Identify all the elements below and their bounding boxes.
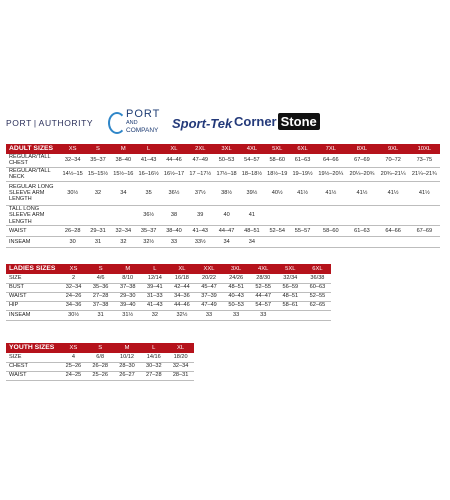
size-cell: 52–54 <box>265 225 290 236</box>
cornerstone-part2: Stone <box>278 113 320 130</box>
size-cell: 27–28 <box>87 292 114 301</box>
size-cell <box>346 236 377 247</box>
brand-logos <box>0 108 450 138</box>
size-cell: 54–57 <box>250 301 277 310</box>
size-cell: 24/26 <box>223 274 250 283</box>
size-header: 4XL <box>250 264 277 274</box>
port-authority-sep: | <box>33 118 37 128</box>
port-authority-logo <box>6 118 93 128</box>
table-title: ADULT SIZES <box>6 144 60 154</box>
adult-size-table <box>6 144 440 248</box>
size-cell: 33 <box>195 310 222 320</box>
row-label: REGULAR LONG SLEEVE ARM LENGTH <box>6 181 60 205</box>
port-authority-right: AUTHORITY <box>38 118 94 128</box>
table-row <box>6 353 194 362</box>
size-cell: 39–40 <box>114 301 141 310</box>
size-cell <box>304 310 331 320</box>
table-row <box>6 301 331 310</box>
size-cell: 20¾–21¼ <box>378 167 409 181</box>
ladies-size-table <box>6 264 331 321</box>
size-cell: 29–30 <box>114 292 141 301</box>
size-cell: 6/8 <box>87 353 114 362</box>
size-cell: 41 <box>239 205 264 225</box>
size-cell: 16½–17 <box>161 167 186 181</box>
size-header: 2XL <box>187 144 214 154</box>
size-cell: 50–53 <box>223 301 250 310</box>
size-cell: 70–72 <box>378 154 409 167</box>
size-header: XS <box>60 144 85 154</box>
size-cell: 38 <box>161 205 186 225</box>
row-label: REGULAR/TALL NECK <box>6 167 60 181</box>
size-cell: 20¼–20¾ <box>346 167 377 181</box>
size-cell: 30–32 <box>140 362 167 371</box>
table-row <box>6 283 331 292</box>
size-cell <box>265 205 290 225</box>
size-cell <box>346 205 377 225</box>
sport-tek-logo: Sport-Tek <box>172 116 233 131</box>
size-header: 6XL <box>304 264 331 274</box>
size-cell: 38–40 <box>111 154 136 167</box>
size-cell: 44–47 <box>214 225 239 236</box>
size-cell: 37½ <box>187 181 214 205</box>
size-cell: 54–57 <box>239 154 264 167</box>
size-header: 5XL <box>277 264 304 274</box>
size-cell <box>378 236 409 247</box>
row-label: SIZE <box>6 274 60 283</box>
size-cell: 38–40 <box>161 225 186 236</box>
size-cell: 39½ <box>239 181 264 205</box>
size-cell: 48–51 <box>277 292 304 301</box>
size-cell: 52–55 <box>304 292 331 301</box>
size-cell: 33 <box>161 236 186 247</box>
size-cell: 62–65 <box>304 301 331 310</box>
size-cell: 31–33 <box>141 292 168 301</box>
size-cell <box>111 205 136 225</box>
size-cell: 32–34 <box>167 362 194 371</box>
size-header: 5XL <box>265 144 290 154</box>
size-cell: 67–69 <box>346 154 377 167</box>
size-cell: 28/30 <box>250 274 277 283</box>
size-header: S <box>87 264 114 274</box>
size-cell: 50–53 <box>214 154 239 167</box>
size-cell: 35–37 <box>85 154 110 167</box>
size-cell: 37–38 <box>87 301 114 310</box>
size-header: S <box>87 343 114 353</box>
size-cell: 52–55 <box>250 283 277 292</box>
row-label: SIZE <box>6 353 60 362</box>
size-header: S <box>85 144 110 154</box>
size-cell: 44–46 <box>168 301 195 310</box>
size-cell: 32–34 <box>60 283 87 292</box>
size-cell: 18½–19 <box>265 167 290 181</box>
size-cell: 33 <box>250 310 277 320</box>
size-cell: 32½ <box>136 236 161 247</box>
size-header: 4XL <box>239 144 264 154</box>
size-cell: 16/18 <box>168 274 195 283</box>
size-cell: 14/16 <box>140 353 167 362</box>
size-cell: 16–16½ <box>136 167 161 181</box>
size-cell <box>315 236 346 247</box>
size-cell: 32–34 <box>111 225 136 236</box>
row-label: TALL LONG SLEEVE ARM LENGTH <box>6 205 60 225</box>
size-cell: 41½ <box>409 181 440 205</box>
size-cell: 10/12 <box>114 353 141 362</box>
table-row <box>6 225 440 236</box>
row-label: WAIST <box>6 292 60 301</box>
size-cell: 58–60 <box>265 154 290 167</box>
port-company-line1: PORT <box>126 108 161 120</box>
size-header: 3XL <box>214 144 239 154</box>
size-cell <box>378 205 409 225</box>
size-cell <box>290 236 315 247</box>
size-header: M <box>114 264 141 274</box>
size-cell: 28–31 <box>167 371 194 380</box>
size-cell: 32/34 <box>277 274 304 283</box>
size-cell: 30½ <box>60 181 85 205</box>
row-label: REGULAR/TALL CHEST <box>6 154 60 167</box>
table-row <box>6 362 194 371</box>
table-row <box>6 167 440 181</box>
size-cell <box>60 205 85 225</box>
size-cell: 2 <box>60 274 87 283</box>
size-cell: 33½ <box>187 236 214 247</box>
size-header: M <box>111 144 136 154</box>
size-header: 8XL <box>346 144 377 154</box>
size-cell: 39 <box>187 205 214 225</box>
size-header: 10XL <box>409 144 440 154</box>
size-cell: 40–43 <box>223 292 250 301</box>
size-cell <box>290 205 315 225</box>
size-cell: 37–38 <box>114 283 141 292</box>
table-row <box>6 371 194 380</box>
size-cell: 41½ <box>378 181 409 205</box>
size-cell: 44–46 <box>161 154 186 167</box>
size-cell: 14½–15 <box>60 167 85 181</box>
size-cell: 41½ <box>290 181 315 205</box>
size-cell: 58–60 <box>315 225 346 236</box>
size-cell: 36/38 <box>304 274 331 283</box>
row-label: WAIST <box>6 371 60 380</box>
size-cell: 61–63 <box>346 225 377 236</box>
size-cell: 37–39 <box>195 292 222 301</box>
size-cell: 64–66 <box>378 225 409 236</box>
port-company-ring-icon <box>108 112 126 134</box>
size-cell: 33 <box>223 310 250 320</box>
row-label: CHEST <box>6 362 60 371</box>
size-cell <box>409 205 440 225</box>
size-cell: 21¼–21¾ <box>409 167 440 181</box>
size-cell: 34 <box>111 181 136 205</box>
size-cell: 31½ <box>114 310 141 320</box>
port-company-logo <box>108 108 170 138</box>
table-row <box>6 310 331 320</box>
size-cell <box>265 236 290 247</box>
size-cell: 35–37 <box>136 225 161 236</box>
size-cell: 31 <box>85 236 110 247</box>
size-cell: 17½–18 <box>214 167 239 181</box>
table-title: LADIES SIZES <box>6 264 60 274</box>
size-header: 3XL <box>223 264 250 274</box>
cornerstone-logo <box>234 114 320 129</box>
size-header: XS <box>60 343 87 353</box>
size-cell: 41½ <box>315 181 346 205</box>
size-cell: 55–57 <box>290 225 315 236</box>
size-cell: 73–75 <box>409 154 440 167</box>
size-cell: 18/20 <box>167 353 194 362</box>
size-cell: 40½ <box>265 181 290 205</box>
size-cell: 32½ <box>168 310 195 320</box>
size-cell: 42–44 <box>168 283 195 292</box>
size-cell: 17 –17½ <box>187 167 214 181</box>
size-cell: 15½–16 <box>111 167 136 181</box>
size-cell: 58–61 <box>277 301 304 310</box>
size-cell: 26–28 <box>60 225 85 236</box>
port-company-line3: COMPANY <box>126 127 159 134</box>
size-cell: 45–47 <box>195 283 222 292</box>
size-cell: 24–25 <box>60 371 87 380</box>
size-cell: 4 <box>60 353 87 362</box>
size-cell <box>409 236 440 247</box>
size-cell: 27–28 <box>140 371 167 380</box>
size-cell: 35 <box>136 181 161 205</box>
size-cell: 61–63 <box>290 154 315 167</box>
size-cell: 12/14 <box>141 274 168 283</box>
port-company-line2: AND <box>126 120 138 126</box>
size-header: XXL <box>195 264 222 274</box>
header-row <box>6 144 440 154</box>
size-header: M <box>114 343 141 353</box>
size-cell: 41½ <box>346 181 377 205</box>
size-header: XS <box>60 264 87 274</box>
size-header: XL <box>167 343 194 353</box>
size-cell: 34 <box>214 236 239 247</box>
size-cell: 48–51 <box>239 225 264 236</box>
cornerstone-part1: Corner <box>234 114 277 129</box>
row-label: HIP <box>6 301 60 310</box>
size-cell: 41–43 <box>136 154 161 167</box>
size-cell: 39–41 <box>141 283 168 292</box>
size-header: L <box>136 144 161 154</box>
size-cell: 47–49 <box>195 301 222 310</box>
size-cell <box>85 205 110 225</box>
size-cell: 30½ <box>60 310 87 320</box>
youth-size-table <box>6 343 194 381</box>
table-row <box>6 274 331 283</box>
size-cell: 38½ <box>214 181 239 205</box>
size-cell: 19–19½ <box>290 167 315 181</box>
size-header: 6XL <box>290 144 315 154</box>
size-header: 7XL <box>315 144 346 154</box>
size-cell: 31 <box>87 310 114 320</box>
port-authority-left: PORT <box>6 118 32 128</box>
size-cell: 19½–20¼ <box>315 167 346 181</box>
size-cell: 48–51 <box>223 283 250 292</box>
size-cell: 36½ <box>136 205 161 225</box>
size-cell: 18–18½ <box>239 167 264 181</box>
row-label: INSEAM <box>6 310 60 320</box>
size-cell: 8/10 <box>114 274 141 283</box>
size-cell <box>315 205 346 225</box>
size-cell: 67–69 <box>409 225 440 236</box>
size-cell: 25–26 <box>60 362 87 371</box>
size-cell: 41–43 <box>187 225 214 236</box>
size-cell: 26–27 <box>114 371 141 380</box>
header-row <box>6 343 194 353</box>
size-cell: 32 <box>85 181 110 205</box>
size-cell: 25–26 <box>87 371 114 380</box>
table-row <box>6 236 440 247</box>
size-cell: 30 <box>60 236 85 247</box>
size-cell: 56–59 <box>277 283 304 292</box>
row-label: WAIST <box>6 225 60 236</box>
size-cell: 44–47 <box>250 292 277 301</box>
size-cell: 40 <box>214 205 239 225</box>
table-title: YOUTH SIZES <box>6 343 60 353</box>
size-header: XL <box>161 144 186 154</box>
size-cell: 36½ <box>161 181 186 205</box>
size-cell: 32 <box>111 236 136 247</box>
size-cell: 24–26 <box>60 292 87 301</box>
size-cell: 60–63 <box>304 283 331 292</box>
size-cell: 35–36 <box>87 283 114 292</box>
size-cell: 34 <box>239 236 264 247</box>
size-cell: 47–49 <box>187 154 214 167</box>
row-label: BUST <box>6 283 60 292</box>
row-label: INSEAM <box>6 236 60 247</box>
size-cell: 32–34 <box>60 154 85 167</box>
size-header: L <box>140 343 167 353</box>
size-header: 9XL <box>378 144 409 154</box>
table-row <box>6 205 440 225</box>
table-row <box>6 181 440 205</box>
size-cell: 26–28 <box>87 362 114 371</box>
size-cell: 29–31 <box>85 225 110 236</box>
size-header: XL <box>168 264 195 274</box>
size-header: L <box>141 264 168 274</box>
size-cell: 15–15½ <box>85 167 110 181</box>
table-row <box>6 292 331 301</box>
size-cell: 20/22 <box>195 274 222 283</box>
size-cell <box>277 310 304 320</box>
size-cell: 32 <box>141 310 168 320</box>
table-row <box>6 154 440 167</box>
size-cell: 28–30 <box>114 362 141 371</box>
size-cell: 34–36 <box>168 292 195 301</box>
size-cell: 34–36 <box>60 301 87 310</box>
size-cell: 41–43 <box>141 301 168 310</box>
size-cell: 64–66 <box>315 154 346 167</box>
header-row <box>6 264 331 274</box>
size-cell: 4/6 <box>87 274 114 283</box>
